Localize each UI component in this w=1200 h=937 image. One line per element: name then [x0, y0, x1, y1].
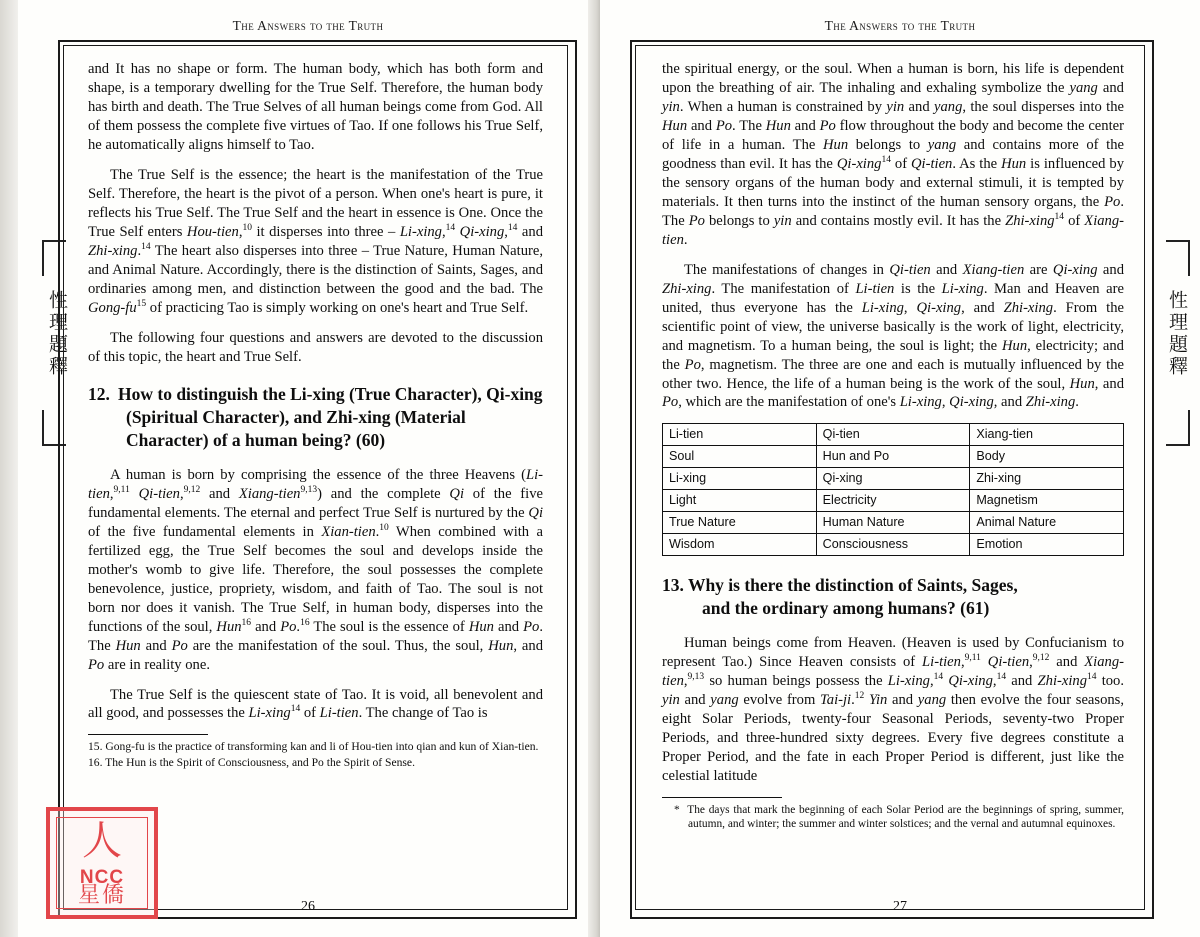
stamp-glyph-icon: 人: [82, 818, 122, 864]
table-row: [663, 490, 1124, 512]
paragraph: A human is born by comprising the essence of the three Heavens (Li-tien,$^{9,11}$ Qi-tien,$^{9,12}$ and Xiang-tien$^{9,13}$) and the complete Qi of the five fundamental elements. The eternal and perfect True Self is nurtured by the Qi of the five fundamental elements in Xian-tien.$^{10}$ When combined with a fertilized egg, the True Self becomes the soul and develops inside the mother's womb to give life. Therefore, the soul possesses the complete benevolence, justice, propriety, wisdom, and faith of Tao. The soul is not born nor does it vanish. The True Self, in human body, disperses into the functions of the soul, Hun$^{16}$ and Po.$^{16}$ The soul is the essence of Hun and Po. The Hun and Po are the manifestation of the soul. Thus, the soul, Hun, and Po are in reality one.: [88, 466, 544, 673]
running-head-left: The Answers to the Truth: [232, 18, 384, 33]
right-page: [600, 0, 1200, 937]
corner-bracket-bottom-right: [1166, 410, 1190, 446]
table-row: [663, 511, 1124, 533]
table-row: [663, 468, 1124, 490]
question-heading-13: [662, 574, 1124, 621]
table-cell: Soul: [663, 446, 817, 468]
footnote-marker-icon: *: [674, 804, 680, 817]
paragraph: the spiritual energy, or the soul. When a human is born, his life is dependent upon the breathing of air. The inhaling and exhaling symbolize the yang and yin. When a human is constrained by yin and yang, the soul disperses into the Hun and Po. The Hun and Po flow throughout the body and become the center of life in a human. The Hun belongs to yang and contains more of the goodness than evil. It has the Qi-xing$^{14}$ of Qi-tien. As the Hun is influenced by the sensory organs of the human body and external stimuli, it is tempted by materials. It then turns into the instinct of the human sensory organs, the Po. The Po belongs to yin and contains mostly evil. It has the Zhi-xing$^{14}$ of Xiang-tien.: [662, 61, 1125, 248]
question-number: 12.: [88, 383, 110, 404]
table-row: [663, 424, 1124, 446]
footnote-rule-left: [88, 734, 208, 735]
table-cell: Li-tien: [663, 424, 817, 446]
table-cell: Emotion: [970, 533, 1124, 555]
table-cell: Electricity: [816, 490, 970, 512]
right-text-column: [662, 60, 1124, 832]
table-cell: Li-xing: [663, 468, 817, 490]
side-title-right: 性理題釋: [1166, 290, 1188, 378]
table-cell: Human Nature: [816, 511, 970, 533]
table-row: [663, 446, 1124, 468]
table-cell: Magnetism: [970, 490, 1124, 512]
footnote-item: 15. Gong-fu is the practice of transforming kan and li of Hou-tien into qian and kun of Xian-tien.: [88, 740, 539, 754]
table-cell: Body: [970, 446, 1124, 468]
paragraph: The following four questions and answers are devoted to the discussion of this topic, the heart and True Self.: [88, 329, 543, 365]
footnote-text: The days that mark the beginning of each Solar Period are the beginnings of spring, summer, autumn, and winter; the summer and winter solstices; and the vernal and autumnal equinoxes.: [687, 804, 1125, 831]
paragraph: The True Self is the essence; the heart is the manifestation of the True Self. Therefore, the heart is the pivot of a person. When one's heart is pure, it reflects his True Self. The True Self and the heart in essence is One. Once the True Self enters Hou-tien,$^{10}$ it disperses into three – Li-xing,$^{14}$ Qi-xing,$^{14}$ and Zhi-xing.$^{14}$ The heart also disperses into three – True Nature, Human Nature, and Animal Nature. Accordingly, there is the distinction of Saints, Sages, and ordinaries among men, and distinction between the good and the bad. The Gong-$fu^{15}$ of practicing Tao is simply working on one's heart and True Self.: [88, 166, 543, 316]
side-title-left: 性理題釋: [45, 290, 68, 378]
three-heavens-table: [662, 423, 1124, 555]
paragraph: Human beings come from Heaven. (Heaven is used by Confucianism to represent Tao.) Since Heaven consists of Li-tien,$^{9,11}$ Qi-tien,$^{9,12}$ and Xiang-tien,$^{9,13}$ so human beings possess the Li-xing,$^{14}$ Qi-xing,$^{14}$ and Zhi-xing$^{14}$ too. yin and yang evolve from Tai-ji.$^{12}$ Yin and yang then evolve the four seasons, eight Solar Periods, twenty-four Seasonal Periods, seventy-two Proper Periods, and three-hundred sixty degrees. Every five degrees constitute a Proper Period, and the fate in each Proper Period is different, just like the celestial latitude: [662, 635, 1124, 785]
table-cell: Light: [663, 490, 817, 512]
question-line-1: Why is there the distinction of Saints, Sages,: [687, 574, 1018, 595]
table-cell: Hun and Po: [816, 446, 970, 468]
table-row: [663, 533, 1124, 555]
library-stamp: [46, 807, 158, 919]
corner-bracket-top-right: [1166, 240, 1190, 276]
running-head-right: The Answers to the Truth: [824, 18, 976, 33]
footnote-item: 16. The Hun is the Spirit of Consciousness, and Po the Spirit of Sense.: [88, 755, 415, 769]
table-cell: Wisdom: [663, 533, 817, 555]
question-line-2: and the ordinary among humans? (61): [702, 598, 990, 619]
left-page: [18, 0, 598, 937]
paragraph: The manifestations of changes in Qi-tien and Xiang-tien are Qi-xing and Zhi-xing. The manifestation of Li-tien is the Li-xing. Man and Heaven are united, thus everyone has the Li-xing, Qi-xing, and Zhi-xing. From the scientific point of view, the universe basically is the work of light, electricity, and magnetism. To a human being, the soul is light; the Hun, electricity; and the Po, magnetism. The three are one and each is mutually influenced by the other two. Hence, the life of a human being is the work of the soul, Hun, and Po, which are the manifestation of one's Li-xing, Qi-xing, and Zhi-xing.: [662, 261, 1124, 411]
page-edge-left: [0, 0, 20, 937]
table-cell: Zhi-xing: [970, 468, 1124, 490]
paragraph: The True Self is the quiescent state of Tao. It is void, all benevolent and all good, and possesses the Li-xing$^{14}$ of Li-tien. The change of Tao is: [88, 686, 543, 722]
question-number: 13.: [662, 574, 684, 595]
table-cell: Qi-xing: [816, 468, 970, 490]
left-text-column: [88, 60, 543, 771]
footnote-rule-right: [662, 797, 782, 798]
table-cell: True Nature: [663, 511, 817, 533]
footnotes-left: [88, 740, 543, 769]
table-cell: Consciousness: [816, 533, 970, 555]
question-heading-12: [88, 383, 543, 453]
folio-left: 26: [301, 899, 315, 914]
stamp-chinese-label: 星僑: [77, 883, 126, 908]
folio-right: 27: [893, 899, 907, 914]
footnote-right: [662, 803, 1124, 831]
table-cell: Animal Nature: [970, 511, 1124, 533]
table-cell: Xiang-tien: [970, 424, 1124, 446]
table-cell: Qi-tien: [816, 424, 970, 446]
question-text: How to distinguish the Li-xing (True Character), Qi-xing (Spiritual Character), and Zhi-xing (Material Character) of a human being? (60): [118, 383, 543, 451]
paragraph: and It has no shape or form. The human body, which has both form and shape, is a temporary dwelling for the True Self. Therefore, the human body has birth and death. The True Selves of all human beings come from God. All of them possess the complete five virtues of Tao. If one follows his True Self, he automatically aligns himself to Tao.: [88, 61, 543, 153]
stamp-ncc-label: NCC: [79, 867, 125, 888]
